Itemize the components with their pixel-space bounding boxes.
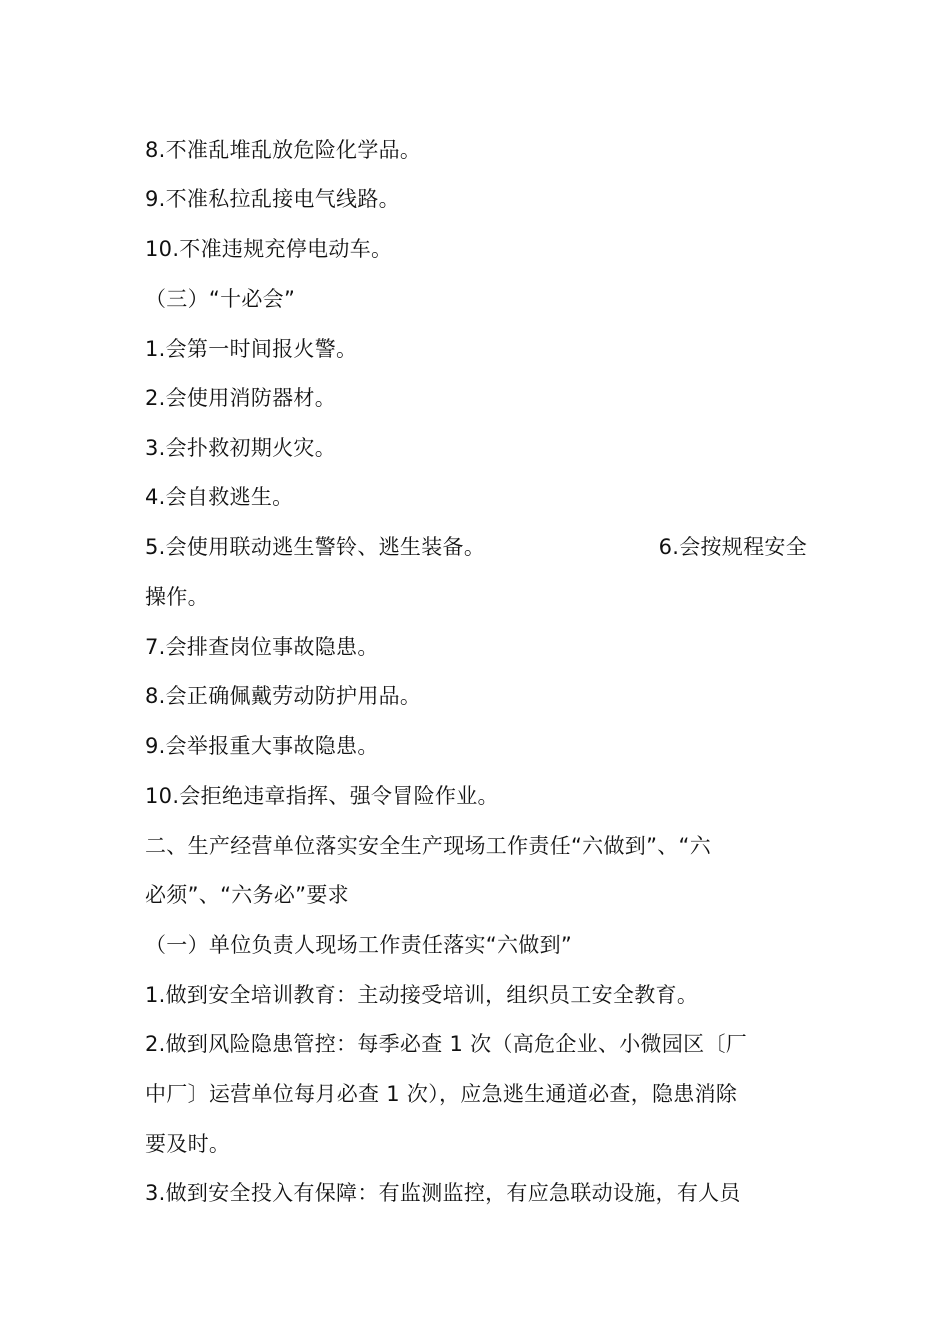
text-line: 8.不准乱堆乱放危险化学品。 [145,138,422,162]
section-heading: 必须”、“六务必”要求 [145,883,349,907]
text-line: 10.会拒绝违章指挥、强令冒险作业。 [145,784,499,808]
text-line: 操作。 [145,585,209,609]
text-line: 1.会第一时间报火警。 [145,337,358,361]
text-line: 3.做到安全投入有保障：有监测监控，有应急联动设施，有人员 [145,1181,741,1205]
section-heading: 二、生产经营单位落实安全生产现场工作责任“六做到”、“六 [145,834,712,858]
text-line: 中厂〕运营单位每月必查 1 次），应急逃生通道必查，隐患消除 [145,1082,738,1106]
text-segment: 5.会使用联动逃生警铃、逃生装备。 [145,535,486,559]
text-segment: 6.会按规程安全 [658,535,807,559]
text-line: 8.会正确佩戴劳动防护用品。 [145,684,422,708]
text-line-split [145,532,807,562]
text-line: 2.做到风险隐患管控：每季必查 1 次（高危企业、小微园区〔厂 [145,1032,748,1056]
text-line: 1.做到安全培训教育：主动接受培训，组织员工安全教育。 [145,983,699,1007]
text-line: 9.不准私拉乱接电气线路。 [145,187,400,211]
section-heading: （三）“十必会” [145,287,296,311]
text-line: 2.会使用消防器材。 [145,386,337,410]
text-line: 4.会自救逃生。 [145,485,294,509]
text-line: 要及时。 [145,1132,231,1156]
text-line: 7.会排查岗位事故隐患。 [145,635,379,659]
subsection-heading: （一）单位负责人现场工作责任落实“六做到” [145,933,573,957]
text-line: 9.会举报重大事故隐患。 [145,734,379,758]
text-line: 10.不准违规充停电动车。 [145,237,393,261]
text-line: 3.会扑救初期火灾。 [145,436,337,460]
